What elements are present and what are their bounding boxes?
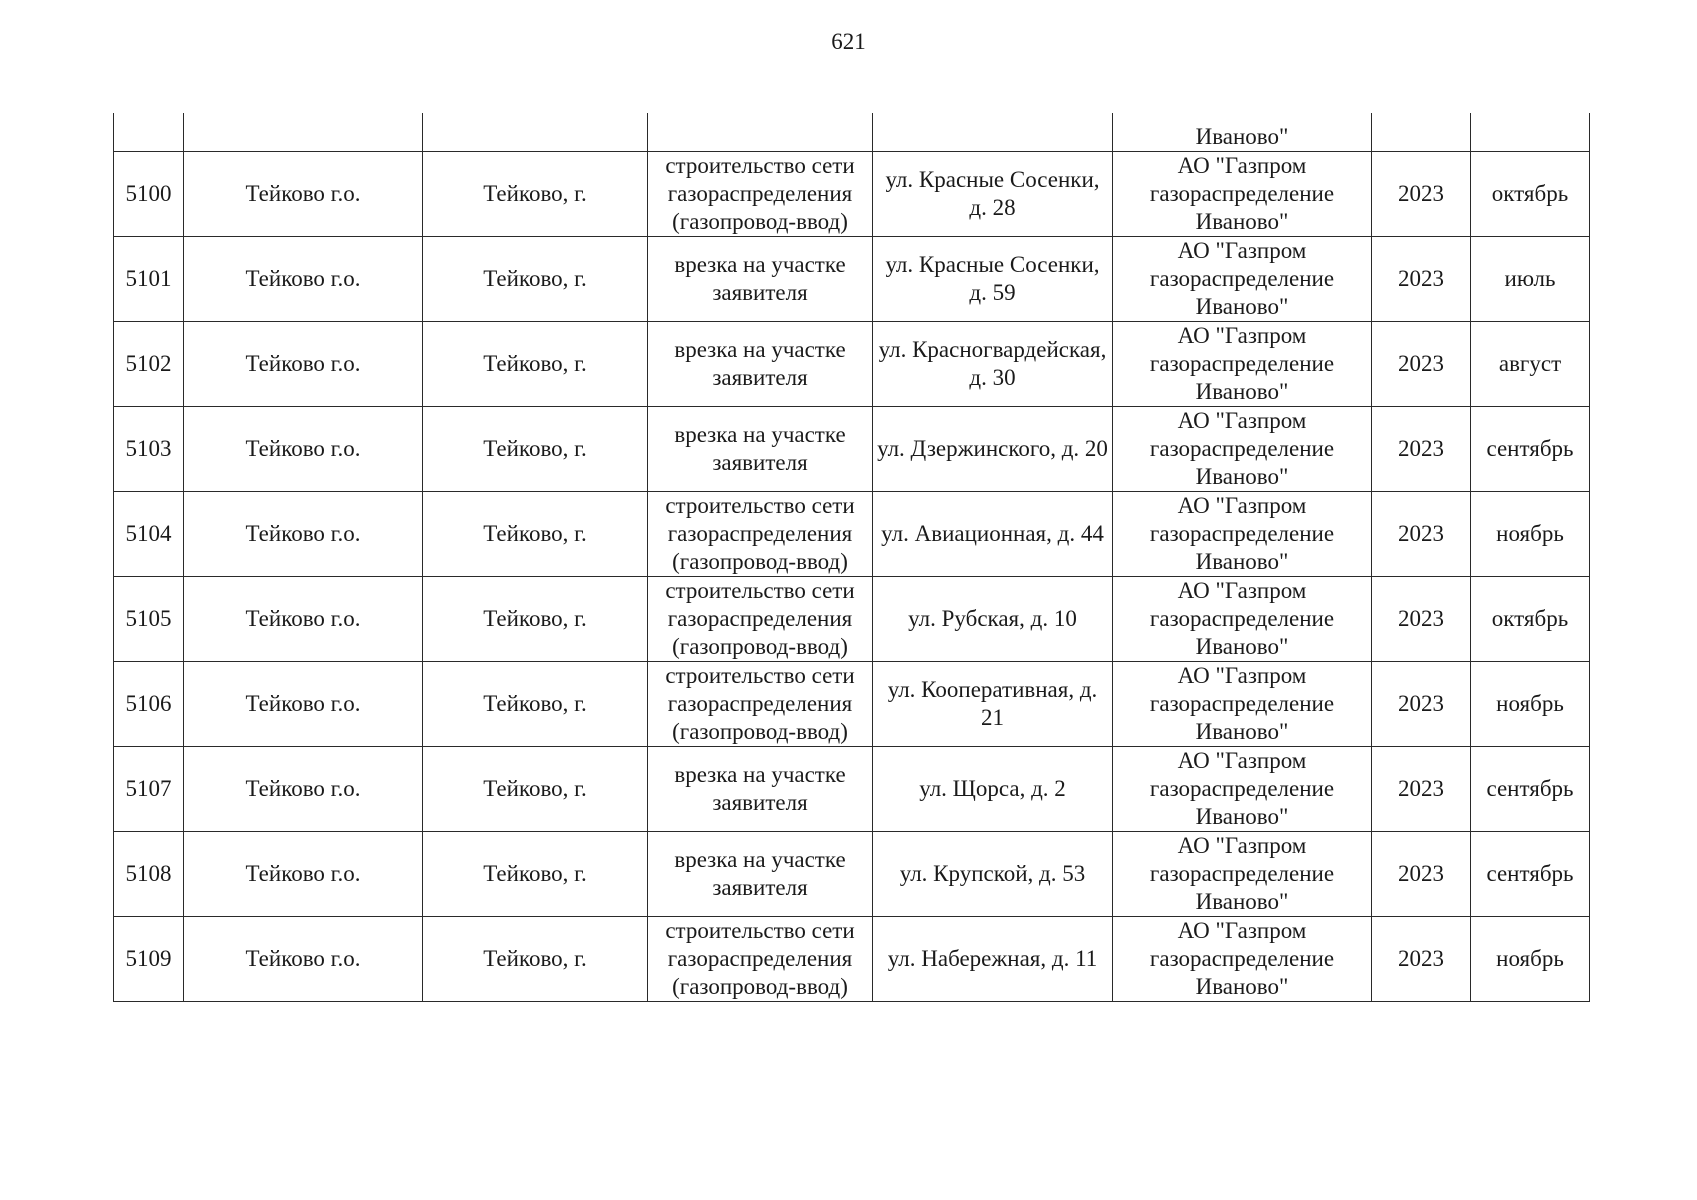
cell-work: строительство сети газораспределения (газопровод-ввод): [648, 662, 873, 747]
cell-org: АО "Газпром газораспределение Иваново": [1113, 237, 1372, 322]
cell-address: ул. Красногвардейская, д. 30: [873, 322, 1113, 407]
cell-district: Тейково г.о.: [184, 747, 423, 832]
cell-address: ул. Авиационная, д. 44: [873, 492, 1113, 577]
cell-org: АО "Газпром газораспределение Иваново": [1113, 152, 1372, 237]
table-row: [114, 492, 1590, 577]
cell-month: сентябрь: [1471, 832, 1590, 917]
cell-district: Тейково г.о.: [184, 322, 423, 407]
cell-district: [184, 113, 423, 152]
cell-num: 5105: [114, 577, 184, 662]
cell-address: ул. Набережная, д. 11: [873, 917, 1113, 1002]
cell-locality: Тейково, г.: [423, 832, 648, 917]
cell-num: 5108: [114, 832, 184, 917]
cell-district: Тейково г.о.: [184, 917, 423, 1002]
cell-work: строительство сети газораспределения (газопровод-ввод): [648, 152, 873, 237]
cell-work: врезка на участке заявителя: [648, 237, 873, 322]
cell-locality: Тейково, г.: [423, 322, 648, 407]
cell-locality: [423, 113, 648, 152]
cell-year: 2023: [1372, 492, 1471, 577]
cell-work: врезка на участке заявителя: [648, 322, 873, 407]
cell-work: врезка на участке заявителя: [648, 832, 873, 917]
cell-district: Тейково г.о.: [184, 152, 423, 237]
table-row: [114, 237, 1590, 322]
cell-address: ул. Красные Сосенки, д. 59: [873, 237, 1113, 322]
cell-locality: Тейково, г.: [423, 662, 648, 747]
cell-num: 5104: [114, 492, 184, 577]
cell-district: Тейково г.о.: [184, 492, 423, 577]
cell-year: 2023: [1372, 577, 1471, 662]
cell-work: строительство сети газораспределения (газопровод-ввод): [648, 492, 873, 577]
cell-district: Тейково г.о.: [184, 237, 423, 322]
cell-year: 2023: [1372, 917, 1471, 1002]
cell-address: [873, 113, 1113, 152]
cell-num: 5106: [114, 662, 184, 747]
cell-year: 2023: [1372, 152, 1471, 237]
cell-month: [1471, 113, 1590, 152]
cell-year: 2023: [1372, 747, 1471, 832]
cell-year: 2023: [1372, 407, 1471, 492]
cell-num: 5107: [114, 747, 184, 832]
cell-address: ул. Красные Сосенки, д. 28: [873, 152, 1113, 237]
cell-year: 2023: [1372, 662, 1471, 747]
table-row: [114, 152, 1590, 237]
cell-year: 2023: [1372, 322, 1471, 407]
cell-district: Тейково г.о.: [184, 577, 423, 662]
cell-month: июль: [1471, 237, 1590, 322]
cell-work: врезка на участке заявителя: [648, 747, 873, 832]
cell-locality: Тейково, г.: [423, 492, 648, 577]
table-row: [114, 747, 1590, 832]
cell-year: 2023: [1372, 237, 1471, 322]
table-row: [114, 407, 1590, 492]
cell-org: АО "Газпром газораспределение Иваново": [1113, 577, 1372, 662]
cell-work: строительство сети газораспределения (газопровод-ввод): [648, 917, 873, 1002]
cell-num: 5103: [114, 407, 184, 492]
cell-month: ноябрь: [1471, 492, 1590, 577]
table-row-continuation: [114, 113, 1590, 152]
cell-address: ул. Рубская, д. 10: [873, 577, 1113, 662]
gasification-plan-table: [113, 113, 1590, 1002]
cell-org: АО "Газпром газораспределение Иваново": [1113, 662, 1372, 747]
table-row: [114, 832, 1590, 917]
cell-locality: Тейково, г.: [423, 917, 648, 1002]
table-row: [114, 662, 1590, 747]
cell-address: ул. Крупской, д. 53: [873, 832, 1113, 917]
cell-year: 2023: [1372, 832, 1471, 917]
cell-org: АО "Газпром газораспределение Иваново": [1113, 407, 1372, 492]
cell-month: сентябрь: [1471, 407, 1590, 492]
cell-month: сентябрь: [1471, 747, 1590, 832]
cell-month: октябрь: [1471, 577, 1590, 662]
cell-org: АО "Газпром газораспределение Иваново": [1113, 322, 1372, 407]
cell-address: ул. Щорса, д. 2: [873, 747, 1113, 832]
cell-month: август: [1471, 322, 1590, 407]
cell-num: 5100: [114, 152, 184, 237]
cell-year: [1372, 113, 1471, 152]
cell-org: АО "Газпром газораспределение Иваново": [1113, 492, 1372, 577]
table-row: [114, 917, 1590, 1002]
cell-org: АО "Газпром газораспределение Иваново": [1113, 832, 1372, 917]
cell-org: Иваново": [1113, 113, 1372, 152]
cell-district: Тейково г.о.: [184, 407, 423, 492]
cell-district: Тейково г.о.: [184, 662, 423, 747]
cell-month: ноябрь: [1471, 662, 1590, 747]
cell-locality: Тейково, г.: [423, 237, 648, 322]
cell-work: строительство сети газораспределения (газопровод-ввод): [648, 577, 873, 662]
cell-address: ул. Дзержинского, д. 20: [873, 407, 1113, 492]
cell-locality: Тейково, г.: [423, 152, 648, 237]
cell-locality: Тейково, г.: [423, 407, 648, 492]
cell-district: Тейково г.о.: [184, 832, 423, 917]
cell-num: [114, 113, 184, 152]
cell-month: ноябрь: [1471, 917, 1590, 1002]
page-number: 621: [831, 29, 866, 54]
cell-work: врезка на участке заявителя: [648, 407, 873, 492]
cell-address: ул. Кооперативная, д. 21: [873, 662, 1113, 747]
cell-org: АО "Газпром газораспределение Иваново": [1113, 917, 1372, 1002]
table-row: [114, 322, 1590, 407]
cell-num: 5109: [114, 917, 184, 1002]
cell-work: [648, 113, 873, 152]
cell-locality: Тейково, г.: [423, 577, 648, 662]
cell-num: 5102: [114, 322, 184, 407]
cell-locality: Тейково, г.: [423, 747, 648, 832]
table-row: [114, 577, 1590, 662]
cell-num: 5101: [114, 237, 184, 322]
cell-month: октябрь: [1471, 152, 1590, 237]
cell-org: АО "Газпром газораспределение Иваново": [1113, 747, 1372, 832]
